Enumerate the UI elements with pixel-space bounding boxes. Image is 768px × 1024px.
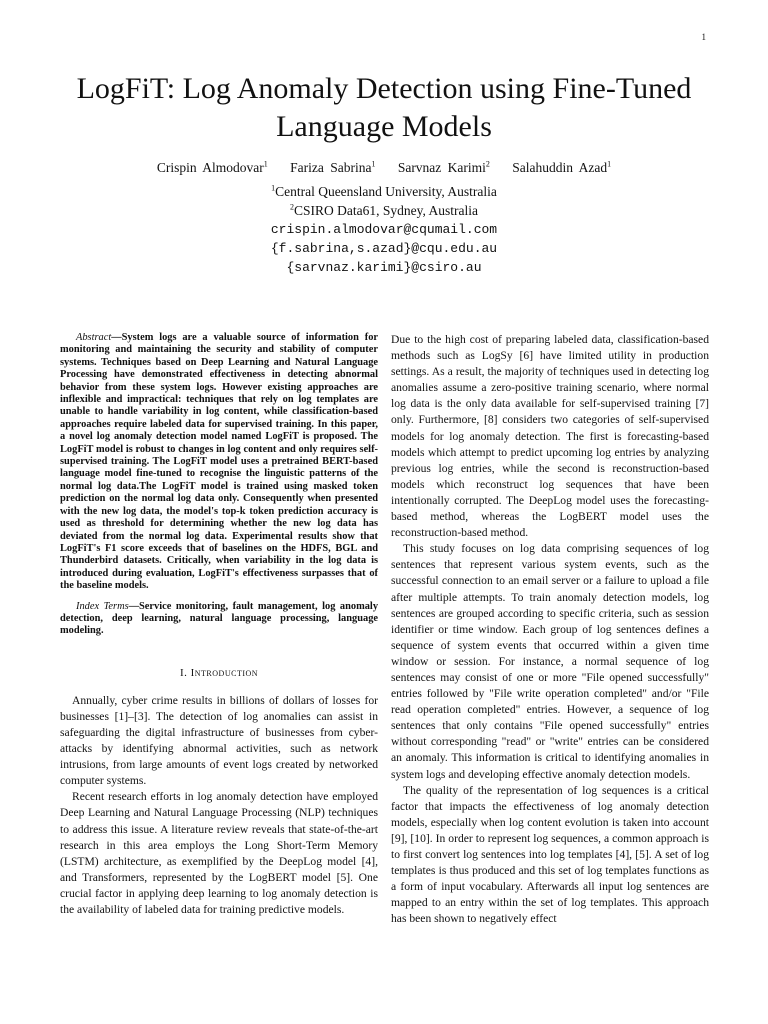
- author-affil-mark: 1: [371, 159, 376, 169]
- email: {f.sabrina,s.azad}@cqu.edu.au: [270, 241, 498, 256]
- affiliation: $^2$CSIRO Data61, Sydney, Australia: [290, 202, 478, 218]
- abstract-text: —System logs are a valuable source of information for monitoring and maintaining the security and stability of computer systems. Techniques based on Deep Learning and Natural Language Processing have demonstrated effectiveness in detecting abnormal behavior from these system logs. However existing approaches are inflexible and impractical: techniques that rely on log templates are unable to handle variability in log content, while classification-based approaches require labeled data for supervised training. In this paper, a novel log anomaly detection model named LogFiT is proposed. The LogFiT model is robust to changes in log content and only requires self-supervised training. The LogFiT model uses a pretrained BERT-based language model fine-tuned to recognise the linguistic patterns of the normal log data.The LogFiT model is trained using masked token prediction on the normal log data only. Consequently when presented with the new log data, the model's top-k token prediction accuracy is used as threshold for determining whether the new log data has deviated from the normal log data. Experimental results show that LogFiT's F1 score exceeds that of baselines on the HDFS, BGL and Thunderbird datasets. Critically, when variability in the log data is introduced during evaluation, LogFiT's effectiveness surpasses that of the baseline models.: [60, 332, 378, 592]
- right-column: [391, 332, 709, 927]
- page-number: 1: [701, 32, 706, 42]
- paragraph: This study focuses on log data comprising sequences of log sentences that represent various system events, such as the successful connection to an email server or a failure to upload a file after multiple attempts. To train anomaly detection models, log sentences are grouped according to specific criteria, such as session identifier or time window. Each group of log sentences defines a sequence of system events that occurred within a given time window or session. For instance, a normal sequence of log sentences may consist of one or more "File opened successfully" entries followed by "File write operation completed" and/or "File read operation completed" entries. However, a sequence of log sentences that only contains "File opened successfully" entries without corresponding "read" or "write" entries can be considered an anomaly. This information is critical to identifying anomalies in system logs and developing effective anomaly detection models.: [391, 542, 709, 781]
- author: [157, 160, 268, 175]
- author-affil-mark: 1: [263, 159, 268, 169]
- section-heading-introduction: I. Introduction: [179, 666, 259, 679]
- author-list: [40, 160, 728, 176]
- affil-mark: 1: [271, 183, 276, 193]
- abstract-lead: Abstract: [76, 332, 112, 343]
- author: [398, 160, 490, 175]
- paragraph: Recent research efforts in log anomaly detection have employed Deep Learning and Natural Language Processing (NLP) techniques to address this issue. A literature review reveals that state-of-the-art research in this area employs the Long Short-Term Memory (LSTM) architecture, as exemplified by the DeepLog model [4], and Transformers, represented by the LogBERT model [5]. One crucial factor in applying deep learning to log anomaly detection is the availability of labeled data for training predictive models.: [60, 790, 378, 916]
- author-affil-mark: 2: [485, 159, 490, 169]
- affiliations-block: [40, 182, 728, 277]
- author: [290, 160, 375, 175]
- email: crispin.almodovar@cqumail.com: [270, 222, 498, 237]
- author-name: Salahuddin Azad: [512, 160, 608, 175]
- paper-title: LogFiT: Log Anomaly Detection using Fine-Tuned Language Models: [76, 72, 692, 143]
- email: {sarvnaz.karimi}@csiro.au: [286, 260, 482, 275]
- index-terms-lead: Index Terms: [76, 600, 129, 612]
- author-name: Fariza Sabrina: [290, 160, 372, 175]
- abstract: [60, 332, 378, 593]
- author-name: Crispin Almodovar: [156, 160, 264, 175]
- index-terms: [60, 601, 378, 638]
- author: [512, 160, 611, 175]
- index-terms-text: —Service monitoring, fault management, log anomaly detection, deep learning, natural language processing, language modeling.: [60, 600, 379, 637]
- paragraph: Annually, cyber crime results in billions of dollars of losses for businesses [1]–[3]. The detection of log anomalies can assist in safeguarding the digital infrastructure of businesses from cyber-attacks by identifying abnormal activities, such as network intrusions, from large amounts of event logs created by networked computer systems.: [60, 693, 378, 788]
- author-affil-mark: 1: [607, 159, 612, 169]
- affil-mark: 2: [290, 202, 294, 212]
- paragraph: Due to the high cost of preparing labeled data, classification-based methods such as LogSy [6] have limited utility in production settings. As a result, the majority of techniques used in detecting log anomalies assume a zero-positive training scenario, where normal log data is the only data available for self-supervised training [7] only. Furthermore, [8] considers two categories of self-supervised models for log anomaly detection. The first is forecasting-based models which attempt to predict upcoming log entries by analyzing previous log entries, while the second is reconstruction-based models which reconstruct log sequences that have been intentionally corrupted. The DeepLog model uses the forecasting-based method, whereas the LogBERT model uses the reconstruction-based method.: [391, 333, 709, 540]
- affiliation: $^1$Central Queensland University, Australia: [271, 183, 497, 199]
- left-column: [60, 332, 378, 918]
- author-name: Sarvnaz Karimi: [397, 160, 486, 175]
- paragraph: The quality of the representation of log sequences is a critical factor that impacts the effectiveness of log anomaly detection models, especially when log content evolution is taken into account [9], [10]. In order to represent log sequences, a common approach is to first convert log sentences into log templates [4], [5]. A set of log templates is thus produced and this set of log templates functions as a form of input vocabulary. Afterwards all input log sentences are mapped to an entry within the set of log templates. This approach has been shown to negatively effect: [391, 783, 709, 926]
